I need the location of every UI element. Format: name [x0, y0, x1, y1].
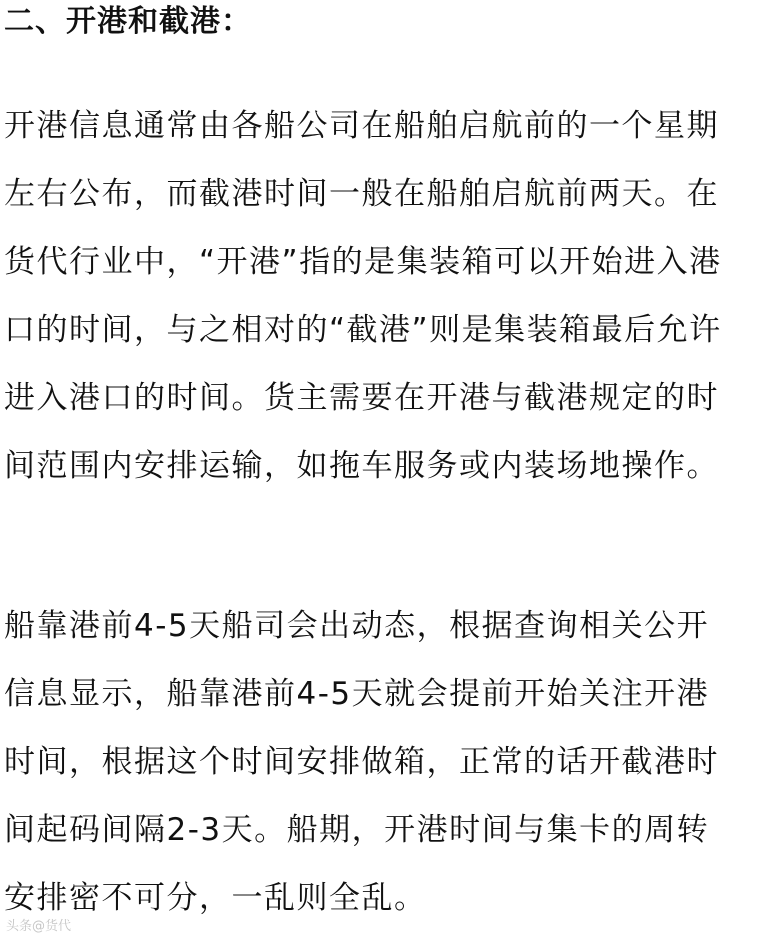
- paragraph-line: 时间，根据这个时间安排做箱，正常的话开截港时: [4, 744, 719, 780]
- paragraph-line: 间起码间隔2-3天。船期，开港时间与集卡的周转: [4, 812, 710, 848]
- section-heading: 二、开港和截港：: [4, 4, 252, 39]
- paragraph-line: 左右公布，而截港时间一般在船舶启航前两天。在: [4, 176, 719, 212]
- paragraph-line: 间范围内安排运输，如拖车服务或内装场地操作。: [4, 448, 719, 484]
- paragraph-line: 开港信息通常由各船公司在船舶启航前的一个星期: [4, 108, 719, 144]
- paragraph-line: 船靠港前4-5天船司会出动态，根据查询相关公开: [4, 608, 710, 644]
- paragraph-line: 货代行业中，“开港”指的是集装箱可以开始进入港: [4, 244, 722, 280]
- paragraph-line: 进入港口的时间。货主需要在开港与截港规定的时: [4, 380, 719, 416]
- paragraph-line: 安排密不可分，一乱则全乱。: [4, 880, 427, 916]
- paragraph-port-open-close: [4, 106, 722, 514]
- watermark: 头条@货代: [6, 919, 72, 934]
- paragraph-line: 口的时间，与之相对的“截港”则是集装箱最后允许: [4, 312, 722, 348]
- paragraph-schedule: [4, 606, 719, 946]
- paragraph-line: 信息显示，船靠港前4-5天就会提前开始关注开港: [4, 676, 710, 712]
